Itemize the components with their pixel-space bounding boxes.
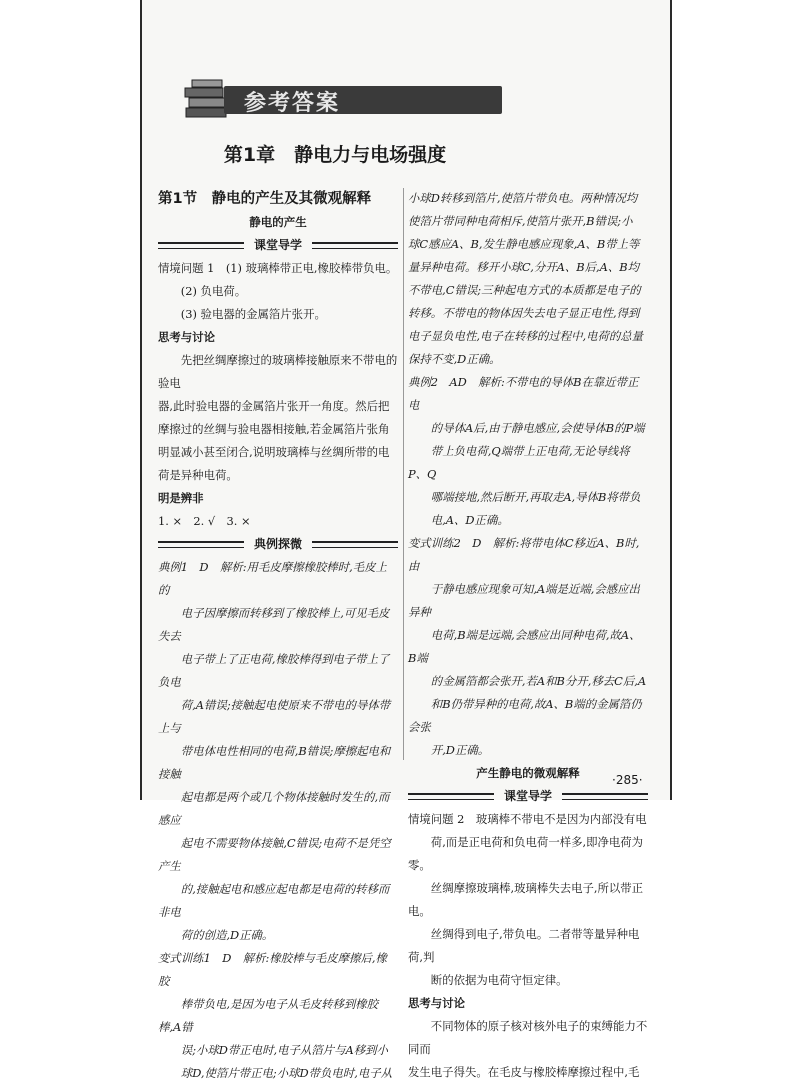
example-1-line: 典例1 D 解析:用毛皮摩擦橡胶棒时,毛皮上的 bbox=[158, 560, 387, 597]
answer-banner bbox=[182, 84, 504, 118]
example-1-line: 带电体电性相同的电荷,B错误;摩擦起电和接触 bbox=[158, 744, 391, 781]
variant-2-line: 电荷,B端是远端,会感应出同种电荷,故A、B端 bbox=[408, 628, 641, 665]
think-line: 荷是异种电荷。 bbox=[158, 468, 238, 482]
continued-line: 小球D转移到箔片,使箔片带负电。两种情况均 bbox=[408, 191, 638, 205]
left-column bbox=[158, 187, 398, 1085]
example-2-line: 电,A、D正确。 bbox=[430, 513, 509, 527]
think-line-2: 不同物体的原子核对核外电子的束缚能力不同而 bbox=[408, 1019, 648, 1056]
continued-line: 量异种电荷。移开小球C,分开A、B后,A、B均 bbox=[408, 260, 639, 274]
think-line-2: 发生电子得失。在毛皮与橡胶棒摩擦过程中,毛 bbox=[408, 1065, 640, 1079]
example-1-line: 荷,A错误;接触起电使原来不带电的导体带上与 bbox=[158, 698, 391, 735]
question-1c: (3) 验电器的金属箔片张开。 bbox=[180, 307, 326, 321]
variant-1-line: 误;小球D带正电时,电子从箔片与A移到小 bbox=[180, 1043, 388, 1057]
continued-line: 使箔片带同种电荷相斥,使箔片张开,B错误;小 bbox=[408, 214, 633, 228]
example-1-line: 起电不需要物体接触,C错误;电荷不是凭空产生 bbox=[158, 836, 391, 873]
section-bar-classroom bbox=[158, 235, 398, 256]
variant-2-line: 的金属箔都会张开,若A和B分开,移去C后,A bbox=[430, 674, 647, 688]
variant-2-line: 开,D正确。 bbox=[430, 743, 490, 757]
section-bar-examples bbox=[158, 534, 398, 555]
judge-title: 明是辨非 bbox=[158, 491, 204, 505]
page-number: ·285· bbox=[612, 773, 643, 787]
banner-box bbox=[224, 86, 502, 114]
column-divider bbox=[403, 188, 404, 760]
bar-label: 课堂导学 bbox=[254, 238, 303, 252]
variant-2-line: 于静电感应现象可知,A端是近端,会感应出异种 bbox=[408, 582, 640, 619]
example-2-line: 带上负电荷,Q端带上正电荷,无论导线将P、Q bbox=[408, 444, 630, 481]
think-line: 明显减小甚至闭合,说明玻璃棒与丝绸所带的电 bbox=[158, 445, 390, 459]
example-2-line: 的导体A后,由于静电感应,会使导体B的P端 bbox=[430, 421, 645, 435]
question-2-line: 情境问题 2 玻璃棒不带电不是因为内部没有电 bbox=[408, 812, 647, 826]
variant-1-line: 球D,使箔片带正电;小球D带负电时,电子从 bbox=[180, 1066, 392, 1080]
books-icon bbox=[182, 78, 230, 124]
think-title-2: 思考与讨论 bbox=[408, 996, 465, 1010]
think-line: 先把丝绸摩擦过的玻璃棒接触原来不带电的验电 bbox=[158, 353, 398, 390]
example-1-line: 起电都是两个或几个物体接触时发生的,而感应 bbox=[158, 790, 390, 827]
question-1: 情境问题 1 (1) 玻璃棒带正电,橡胶棒带负电。 bbox=[158, 261, 398, 275]
question-2-line: 丝绸摩擦玻璃棒,玻璃棒失去电子,所以带正电。 bbox=[408, 881, 644, 918]
question-2-line: 荷,而是正电荷和负电荷一样多,即净电荷为零。 bbox=[408, 835, 644, 872]
section-bar-classroom-2 bbox=[408, 786, 648, 807]
example-1-line: 荷的创造,D正确。 bbox=[180, 928, 274, 942]
question-2-line: 丝绸得到电子,带负电。二者带等量异种电荷,判 bbox=[408, 927, 640, 964]
example-1-line: 电子因摩擦而转移到了橡胶棒上,可见毛皮失去 bbox=[158, 606, 390, 643]
subsection-title-2: 产生静电的微观解释 bbox=[476, 766, 580, 780]
continued-line: 保持不变,D正确。 bbox=[408, 352, 501, 366]
example-2-line: 哪端接地,然后断开,再取走A,导体B将带负 bbox=[430, 490, 641, 504]
continued-line: 不带电,C错误;三种起电方式的本质都是电子的 bbox=[408, 283, 641, 297]
judge-answer: 1. × 2. √ 3. × bbox=[158, 514, 251, 528]
question-2-line: 断的依据为电荷守恒定律。 bbox=[430, 973, 568, 987]
section-title: 第1节 静电的产生及其微观解释 bbox=[158, 191, 372, 207]
think-line: 摩擦过的丝绸与验电器相接触,若金属箔片张角 bbox=[158, 422, 390, 436]
think-title: 思考与讨论 bbox=[158, 330, 215, 344]
bar-label: 典例探微 bbox=[254, 537, 303, 551]
think-line: 器,此时验电器的金属箔片张开一角度。然后把 bbox=[158, 399, 390, 413]
question-1b: (2) 负电荷。 bbox=[180, 284, 247, 298]
variant-2-line: 变式训练2 D 解析:将带电体C移近A、B时,由 bbox=[408, 536, 640, 573]
continued-line: 电子显负电性,电子在转移的过程中,电荷的总量 bbox=[408, 329, 644, 343]
variant-1-line: 变式训练1 D 解析:橡胶棒与毛皮摩擦后,橡胶 bbox=[158, 951, 387, 988]
right-column bbox=[408, 187, 648, 1084]
banner-title: 参考答案 bbox=[244, 91, 341, 116]
variant-2-line: 和B仍带异种的电荷,故A、B端的金属箔仍会张 bbox=[408, 697, 642, 734]
continued-line: 球C感应A、B,发生静电感应现象,A、B带上等 bbox=[408, 237, 640, 251]
example-1-line: 的,接触起电和感应起电都是电荷的转移而非电 bbox=[158, 882, 390, 919]
bar-label: 课堂导学 bbox=[504, 789, 553, 803]
continued-line: 转移。不带电的物体因失去电子显正电性,得到 bbox=[408, 306, 640, 320]
example-2-line: 典例2 AD 解析:不带电的导体B在靠近带正电 bbox=[408, 375, 639, 412]
subsection-title: 静电的产生 bbox=[249, 215, 307, 229]
variant-1-line: 棒带负电,是因为电子从毛皮转移到橡胶棒,A错 bbox=[158, 997, 379, 1034]
chapter-title: 第1章 静电力与电场强度 bbox=[223, 144, 447, 166]
example-1-line: 电子带上了正电荷,橡胶棒得到电子带上了负电 bbox=[158, 652, 390, 689]
